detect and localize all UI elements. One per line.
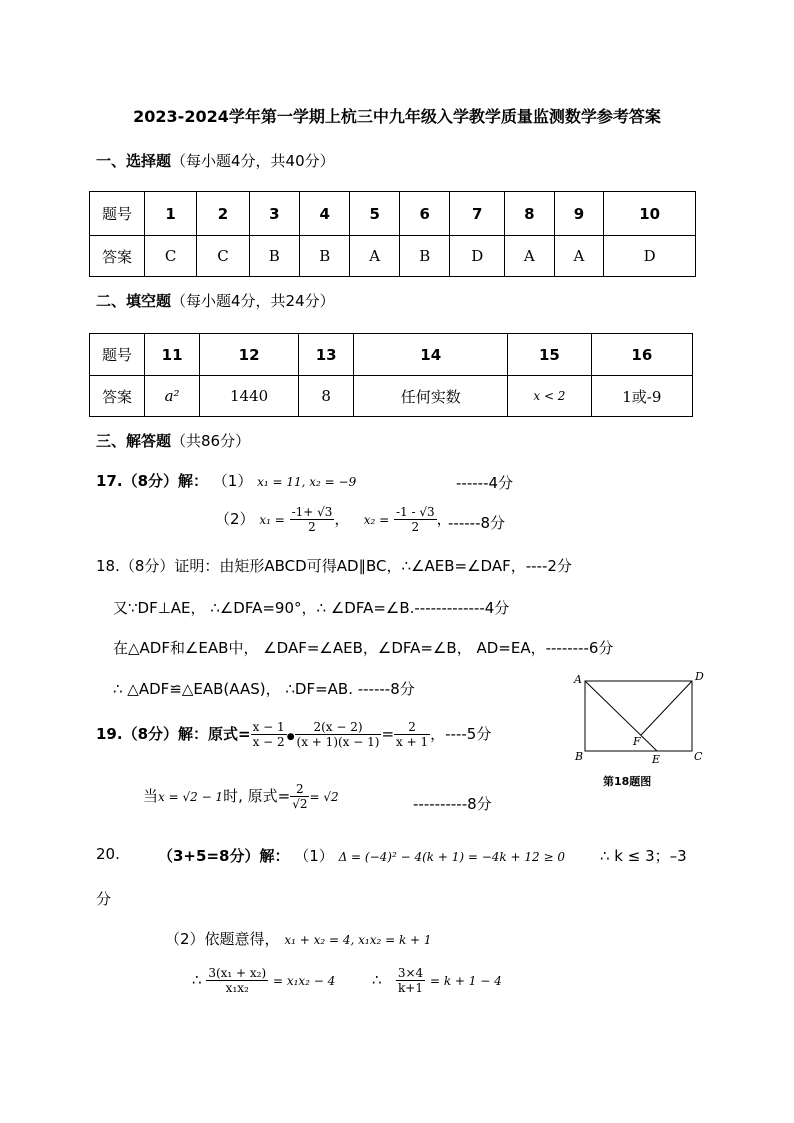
q19-score-1: ，----5分 [430, 725, 492, 743]
q20-line-3b [372, 966, 502, 995]
q17-x2-fraction [394, 505, 437, 534]
question-number: 11 [145, 334, 200, 376]
q20-line-3 [192, 966, 335, 995]
q20-part1-expr: Δ = (−4)² − 4(k + 1) = −4k + 12 ≥ 0 [338, 850, 565, 864]
q19-when: 当 [143, 787, 159, 805]
segment-df [641, 681, 692, 735]
q19-equals: = [381, 725, 395, 743]
answer-cell: 1或-9 [591, 376, 692, 417]
section-2-heading [96, 290, 335, 311]
table-row [90, 334, 693, 376]
answer-cell: D [450, 236, 505, 277]
question-number: 6 [400, 192, 450, 236]
point-e-label: E [652, 753, 661, 766]
q19-score-2: ----------8分 [413, 795, 492, 813]
q20-fraction-1 [206, 966, 268, 995]
fraction-numerator: 2(x − 2) [295, 720, 382, 735]
q17-part1-label: （1） [212, 472, 253, 490]
therefore-symbol: ∴ [372, 971, 382, 989]
answer-cell: x < 2 [508, 376, 591, 417]
answer-cell: 任何实数 [354, 376, 508, 417]
fill-answer-table [89, 333, 693, 417]
fraction-numerator: 2 [394, 720, 430, 735]
segment-ae [585, 681, 657, 751]
question-number: 12 [200, 334, 299, 376]
question-number: 4 [300, 192, 350, 236]
q17-line-2: （2） x₁ = $\frac{-1+ √3}{2}$ ， x₂ = $\frac{-1 - √3}{2}$ ， [215, 505, 452, 534]
point-b-label: B [575, 750, 584, 763]
answer-cell: 1440 [200, 376, 299, 417]
q17-x1-label: x₁ = [259, 513, 285, 527]
point-c-label: C [694, 750, 703, 763]
fraction-denominator: x − 2 [252, 735, 285, 749]
answer-cell: B [249, 236, 299, 277]
question-number: 7 [450, 192, 505, 236]
question-number: 16 [591, 334, 692, 376]
fraction-denominator: √2 [292, 797, 308, 811]
q17-part2-score: ------8分 [448, 514, 506, 532]
row-label-question: 题号 [90, 334, 145, 376]
fraction-numerator: -1 - √3 [395, 505, 435, 519]
q17-x2-label: x₂ = [363, 513, 390, 527]
answer-cell: 8 [299, 376, 354, 417]
question-number: 9 [554, 192, 604, 236]
question-number: 3 [249, 192, 299, 236]
rectangle-figure [570, 668, 710, 798]
question-number: 5 [350, 192, 400, 236]
question-number: 14 [354, 334, 508, 376]
question-number: 1 [145, 192, 197, 236]
q19-line-2 [143, 782, 339, 811]
section-1-note: （每小题4分，共40分） [171, 152, 335, 170]
q17-label: 17.（8分）解： [96, 472, 209, 490]
fraction-numerator: 2 [290, 782, 309, 797]
q19-dot: ● [286, 732, 295, 742]
question-number: 8 [505, 192, 555, 236]
answer-cell: B [400, 236, 450, 277]
row-label-answer: 答案 [90, 376, 145, 417]
q17-part1-score: ------4分 [456, 474, 514, 492]
row-label-question: 题号 [90, 192, 145, 236]
q19-when-text: 时, 原式= [223, 787, 291, 805]
q18-line-1: 18.（8分）证明：由矩形ABCD可得AD∥BC，∴∠AEB=∠DAF，----2分 [96, 557, 572, 575]
q19-when-expr: x = √2 − 1 [158, 790, 224, 804]
question-number: 2 [197, 192, 249, 236]
q18-line-3: 在△ADF和∠EAB中， ∠DAF=∠AEB，∠DFA=∠B， AD=EA，--------6分 [113, 639, 614, 657]
point-f-label: F [633, 735, 641, 748]
section-1-title: 一、选择题 [96, 152, 172, 170]
fraction-numerator: -1+ √3 [291, 505, 333, 519]
q20-part2-expr: x₁ + x₂ = 4, x₁x₂ = k + 1 [284, 933, 432, 947]
section-1-heading [96, 150, 335, 171]
therefore-symbol: ∴ [192, 971, 202, 989]
section-3-note: （共86分） [171, 432, 251, 450]
q20-part1-result: ∴ k ≤ 3；–3 [600, 847, 687, 865]
question-number: 10 [604, 192, 696, 236]
q20-line-1 [158, 845, 565, 866]
q17-x1-fraction [290, 505, 335, 534]
fraction-denominator: 2 [308, 520, 316, 534]
q20-rhs-2: = k + 1 − 4 [429, 974, 502, 988]
section-3-title: 三、解答题 [96, 432, 172, 450]
answer-cell: A [505, 236, 555, 277]
fraction-numerator: 3(x₁ + x₂) [208, 966, 267, 980]
q18-line-2: 又∵DF⊥AE， ∴∠DFA=90°，∴ ∠DFA=∠B.-------------4分 [113, 599, 510, 617]
fraction-denominator: k+1 [398, 981, 423, 995]
q20-rhs-1: = x₁x₂ − 4 [272, 974, 336, 988]
answer-cell: B [300, 236, 350, 277]
section-2-note: （每小题4分，共24分） [171, 292, 335, 310]
figure-caption: 第18题图 [603, 775, 652, 788]
table-row [90, 192, 696, 236]
section-3-heading [96, 430, 250, 451]
answer-cell: A [350, 236, 400, 277]
table-row [90, 376, 693, 417]
section-2-title: 二、填空题 [96, 292, 172, 310]
q19-fraction-4 [290, 782, 309, 811]
q17-part2-label: （2） [215, 510, 255, 528]
table-row [90, 236, 696, 277]
q20-part1-label: （1） [294, 847, 334, 865]
question-number: 13 [299, 334, 354, 376]
fraction-denominator: 2 [411, 520, 420, 534]
fraction-numerator: x − 1 [252, 720, 285, 734]
q19-line-1 [96, 720, 491, 749]
q20-line-2 [165, 928, 432, 949]
fraction-denominator: x₁x₂ [225, 981, 249, 995]
page-title: 2023-2024学年第一学期上杭三中九年级入学教学质量监测数学参考答案 [133, 107, 661, 126]
q20-fraction-2 [396, 966, 425, 995]
answer-cell: A [554, 236, 604, 277]
q18-line-4: ∴ △ADF≌△EAB(AAS)， ∴DF=AB. ------8分 [113, 680, 415, 698]
q20-part2-intro: （2）依题意得， [165, 930, 280, 948]
q19-fraction-1 [251, 720, 287, 749]
q19-label: 19.（8分）解：原式= [96, 725, 251, 743]
q20-part1-wrap: 分 [96, 890, 112, 908]
answer-cell: a² [145, 376, 200, 417]
answer-cell: D [604, 236, 696, 277]
fraction-denominator: (x + 1)(x − 1) [296, 735, 380, 749]
row-label-answer: 答案 [90, 236, 145, 277]
q19-result: = √2 [309, 790, 339, 804]
q20-points: （3+5=8分）解： [158, 847, 290, 865]
answer-cell: C [197, 236, 249, 277]
point-d-label: D [695, 670, 704, 683]
q19-fraction-3 [394, 720, 430, 749]
choice-answer-table [89, 191, 696, 277]
q20-label: 20. [96, 845, 120, 863]
q17-part1-expr: x₁ = 11, x₂ = −9 [257, 475, 357, 489]
fraction-denominator: x + 1 [396, 735, 429, 749]
fraction-numerator: 3×4 [397, 966, 424, 980]
answer-cell: C [145, 236, 197, 277]
q17-line-1 [96, 470, 356, 491]
question-number: 15 [508, 334, 591, 376]
q19-fraction-2 [295, 720, 382, 749]
point-a-label: A [574, 673, 582, 686]
